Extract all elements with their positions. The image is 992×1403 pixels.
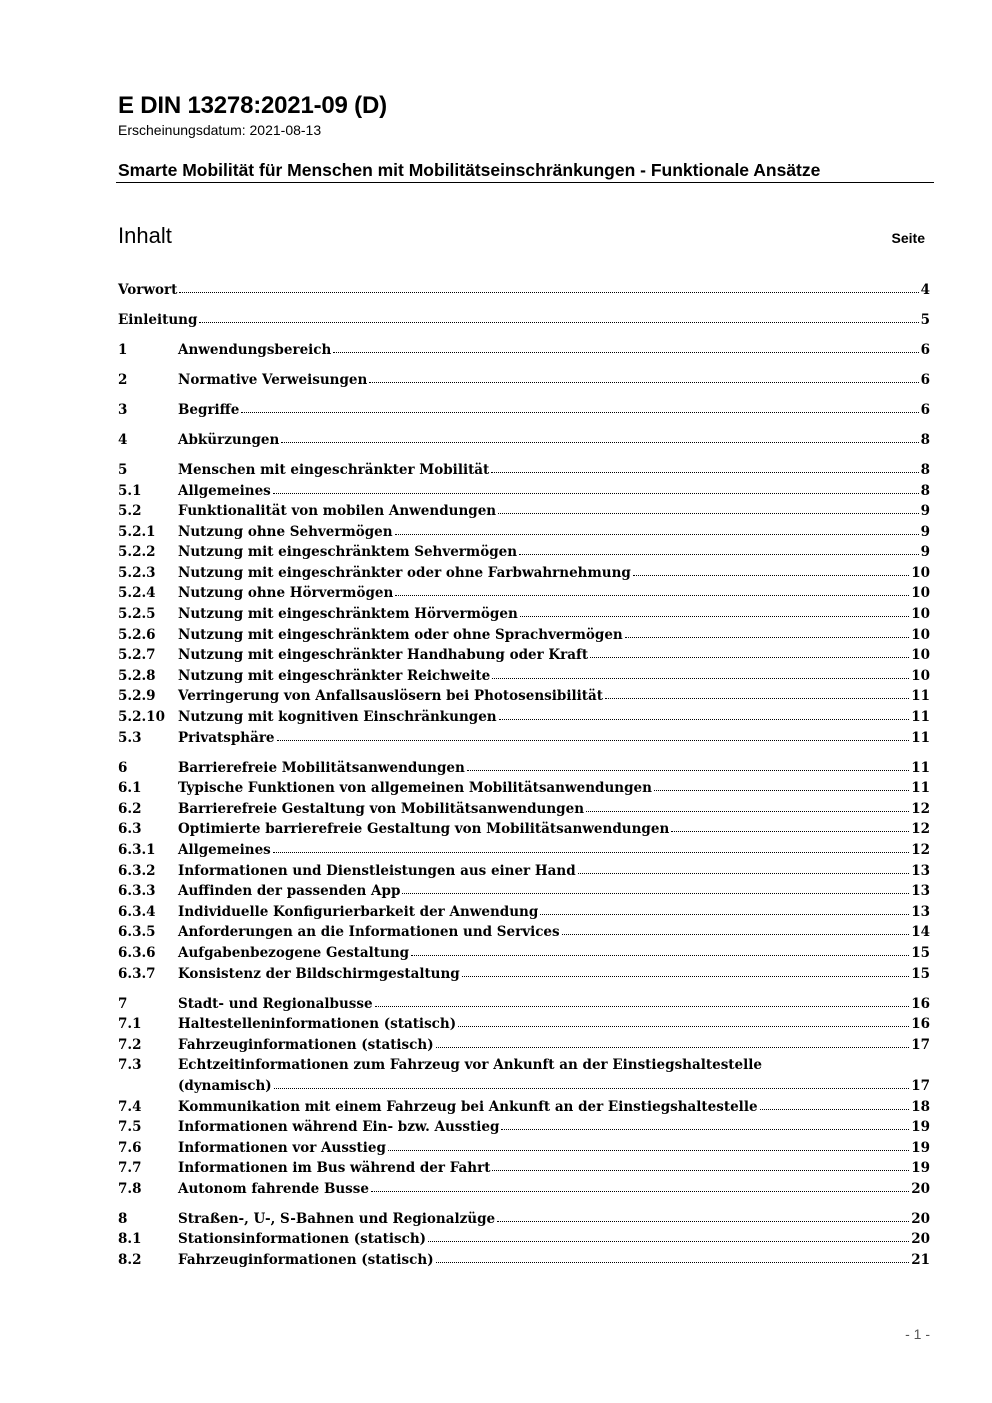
toc-entry-number: 5.2.9 [118,688,156,705]
toc-entry-number: 7.4 [118,1098,142,1115]
toc-entry-page: 10 [911,606,930,623]
dot-leader [586,811,909,812]
toc-entry-number: 5.2.10 [118,709,165,726]
toc-entry-number: 2 [118,371,128,388]
toc-entry[interactable] [118,881,930,902]
dot-leader [375,1006,910,1007]
toc-entry[interactable] [118,481,930,502]
toc-entry-number: 6.3.7 [118,965,156,982]
toc-entry-title: Auffinden der passenden App [178,883,401,900]
toc-entry-number: 5.2.2 [118,544,156,561]
toc-entry[interactable] [118,819,930,840]
toc-entry-title: Nutzung mit eingeschränktem Sehvermögen [178,544,518,561]
toc-entry[interactable] [118,522,930,543]
dot-leader [241,412,918,413]
dot-leader [671,831,909,832]
toc-entry-page: 19 [911,1139,930,1156]
toc-entry-title: Privatsphäre [178,729,275,746]
toc-entry-number: 8.1 [118,1231,142,1248]
toc-entry-page: 11 [911,688,930,705]
toc-entry-title: Begriffe [178,401,240,418]
toc-entry-title: Funktionalität von mobilen Anwendungen [178,503,497,520]
toc-entry-number: 4 [118,431,128,448]
toc-entry[interactable] [118,1138,930,1159]
toc-entry-page: 11 [911,729,930,746]
toc-entry-page: 19 [911,1119,930,1136]
toc-entry[interactable] [118,1014,930,1035]
toc-entry-number: 6.2 [118,800,142,817]
dot-leader [499,719,910,720]
toc-entry-title: Nutzung mit eingeschränkter Handhabung oder Kraft [178,647,589,664]
toc-entry[interactable] [118,501,930,522]
toc-entry-page: 13 [911,862,930,879]
toc-entry-page: 13 [911,903,930,920]
toc-entry-number: 3 [118,401,128,418]
toc-entry-number: 5.2.6 [118,626,156,643]
toc-entry-title: Nutzung ohne Sehvermögen [178,523,393,540]
toc-entry-title: Autonom fahrende Busse [178,1180,369,1197]
toc-entry-number: 7.1 [118,1016,142,1033]
toc-entry-number: 6.3 [118,821,142,838]
toc-entry[interactable] [118,563,930,584]
dot-leader [520,616,909,617]
toc-entry-page: 9 [920,523,930,540]
toc-entry[interactable] [118,1229,930,1250]
toc-entry[interactable] [118,861,930,882]
toc-entry-number: 5 [118,461,128,478]
toc-entry[interactable] [118,1117,930,1138]
toc-entry-page: 16 [911,1016,930,1033]
toc-entry-page: 6 [920,401,930,418]
toc-entry-title: Abkürzungen [178,431,280,448]
dot-leader [179,292,918,293]
toc-entry[interactable] [118,583,930,604]
dot-leader [760,1109,910,1110]
toc-entry-page: 9 [920,544,930,561]
dot-leader [395,595,909,596]
toc-entry-title: Informationen während Ein- bzw. Ausstieg [178,1119,500,1136]
publication-date: Erscheinungsdatum: 2021-08-13 [118,122,322,138]
toc-entry-number: 6.3.3 [118,883,156,900]
toc-entry-number: 7.5 [118,1119,142,1136]
toc-entry-page: 10 [911,647,930,664]
toc-entry-title: Allgemeines [178,841,271,858]
toc-entry-title: Nutzung mit eingeschränkter oder ohne Farbwahrnehmung [178,564,631,581]
toc-entry-title: Fahrzeuginformationen (statisch) [178,1036,434,1053]
toc-entry-title: Aufgabenbezogene Gestaltung [178,944,410,961]
dot-leader [273,852,909,853]
dot-leader [436,1047,910,1048]
toc-entry[interactable] [118,1055,930,1096]
toc-entry-title: Anforderungen an die Informationen und Services [178,924,560,941]
toc-entry-number: 8.2 [118,1252,142,1269]
toc-entry[interactable] [118,604,930,625]
dot-leader [371,1191,909,1192]
toc-entry[interactable] [118,707,930,728]
toc-entry-title: Menschen mit eingeschränkter Mobilität [178,461,490,478]
dot-leader [497,1221,909,1222]
toc-entry[interactable] [118,460,930,481]
toc-entry-number: 5.1 [118,482,142,499]
toc-entry-title: Stadt- und Regionalbusse [178,995,373,1012]
toc-entry-title: Vorwort [118,282,178,298]
toc-entry-title: Informationen vor Ausstieg [178,1139,386,1156]
toc-entry[interactable] [118,542,930,563]
toc-entry-page: 8 [920,482,930,499]
toc-entry[interactable] [118,645,930,666]
toc-entry[interactable] [118,400,930,421]
dot-leader [402,893,909,894]
dot-leader [333,352,918,353]
dot-leader [458,1026,909,1027]
toc-entry-page: 15 [911,965,930,982]
dot-leader [590,657,909,658]
toc-entry-number: 5.2.4 [118,585,156,602]
toc-entry[interactable] [118,902,930,923]
toc-entry-page: 11 [911,780,930,797]
toc-entry-page: 8 [920,431,930,448]
toc-entry-number: 7.7 [118,1160,142,1177]
dot-leader [436,1262,910,1263]
toc-entry-page: 20 [911,1210,930,1227]
toc-entry-title: Nutzung mit eingeschränktem oder ohne Sprachvermögen [178,626,623,643]
toc-entry[interactable] [118,758,930,779]
toc-entry-number: 7.3 [118,1057,142,1074]
toc-entry-page: 12 [911,841,930,858]
toc-entry[interactable] [118,430,930,451]
toc-entry[interactable] [118,625,930,646]
toc-entry-number: 5.3 [118,729,142,746]
dot-leader [281,442,918,443]
toc-entry[interactable] [118,686,930,707]
toc-entry-number: 6.3.5 [118,924,156,941]
toc-entry[interactable] [118,1158,930,1179]
toc-entry-page: 14 [911,924,930,941]
toc-entry-title: Nutzung mit kognitiven Einschränkungen [178,709,497,726]
toc-entry-title: Informationen und Dienstleistungen aus einer Hand [178,862,576,879]
toc-entry-number: 1 [118,341,128,358]
dot-leader [492,1170,909,1171]
dot-leader [273,493,919,494]
toc-entry[interactable] [118,1209,930,1230]
dot-leader [492,678,909,679]
toc-entry-number: 6.3.6 [118,944,156,961]
dot-leader [625,637,909,638]
toc-entry-number: 6.3.1 [118,841,156,858]
toc-entry-page: 13 [911,883,930,900]
page-column-heading: Seite [891,230,925,246]
toc-entry-title: Straßen-, U-, S-Bahnen und Regionalzüge [178,1210,496,1227]
toc-entry-title: Barrierefreie Mobilitätsanwendungen [178,759,465,776]
toc-entry-number: 5.2.1 [118,523,156,540]
toc-entry-page: 11 [911,759,930,776]
toc-entry-number: 6 [118,759,128,776]
toc-entry-page: 6 [920,371,930,388]
dot-leader [491,472,918,473]
toc-entry-title: Normative Verweisungen [178,371,368,388]
toc-entry-page: 12 [911,800,930,817]
dot-leader [519,554,919,555]
toc-entry-number: 5.2 [118,503,142,520]
toc-entry-number: 7.6 [118,1139,142,1156]
toc-entry[interactable] [118,340,930,361]
toc-entry-title: Optimierte barrierefreie Gestaltung von Mobilitätsanwendungen [178,821,670,838]
toc-entry-number: 5.2.5 [118,606,156,623]
toc-entry-page: 6 [920,341,930,358]
toc-entry-title: Informationen im Bus während der Fahrt [178,1160,491,1177]
toc-entry-page: 17 [911,1036,930,1053]
toc-entry[interactable] [118,280,930,301]
dot-leader [199,322,918,323]
toc-entry[interactable] [118,840,930,861]
toc-entry[interactable] [118,994,930,1015]
toc-entry-page: 21 [911,1252,930,1269]
toc-entry-number: 5.2.7 [118,647,156,664]
toc-entry[interactable] [118,778,930,799]
toc-entry-title: Typische Funktionen von allgemeinen Mobilitätsanwendungen [178,780,652,797]
toc-entry-number: 6.1 [118,780,142,797]
toc-entry-title-continued: (dynamisch) [178,1077,272,1094]
toc-entry-number: 5.2.8 [118,667,156,684]
toc-entry-number: 5.2.3 [118,564,156,581]
toc-entry[interactable] [118,943,930,964]
toc-entry-number: 7 [118,995,128,1012]
toc-entry-title: Stationsinformationen (statisch) [178,1231,427,1248]
toc-entry-title: Nutzung mit eingeschränktem Hörvermögen [178,606,518,623]
toc-entry-title: Haltestelleninformationen (statisch) [178,1016,457,1033]
toc-entry[interactable] [118,1250,930,1271]
toc-entry-number: 8 [118,1210,128,1227]
dot-leader [498,513,918,514]
toc-entry-title: Individuelle Konfigurierbarkeit der Anwendung [178,903,539,920]
page-number: - 1 - [905,1326,930,1342]
dot-leader [654,790,909,791]
toc-entry-page: 20 [911,1231,930,1248]
dot-leader [562,934,910,935]
toc-entry-page: 5 [920,311,930,328]
document-id: E DIN 13278:2021-09 (D) [118,92,387,119]
toc-entry-number: 6.3.2 [118,862,156,879]
toc-entry-title: Nutzung mit eingeschränkter Reichweite [178,667,491,684]
dot-leader [388,1150,909,1151]
dot-leader [540,914,909,915]
toc-entry[interactable] [118,666,930,687]
dot-leader [633,575,909,576]
dot-leader [428,1241,909,1242]
toc-entry-page: 20 [911,1180,930,1197]
table-of-contents [118,280,930,1271]
toc-heading: Inhalt [118,223,172,248]
toc-entry-title: Barrierefreie Gestaltung von Mobilitätsanwendungen [178,800,585,817]
dot-leader [605,698,909,699]
toc-entry[interactable] [118,1179,930,1200]
toc-entry-number: 6.3.4 [118,903,156,920]
toc-entry-page: 10 [911,585,930,602]
toc-entry-page: 16 [911,995,930,1012]
toc-entry[interactable] [118,799,930,820]
dot-leader [462,976,909,977]
toc-entry[interactable] [118,1097,930,1118]
toc-entry[interactable] [118,728,930,749]
toc-entry-page: 8 [920,461,930,478]
dot-leader [274,1088,910,1089]
toc-entry-title: Nutzung ohne Hörvermögen [178,585,394,602]
toc-entry-title: Fahrzeuginformationen (statisch) [178,1252,434,1269]
dot-leader [369,382,918,383]
toc-entry-page: 15 [911,944,930,961]
toc-entry-page: 10 [911,564,930,581]
toc-entry-page: 19 [911,1160,930,1177]
toc-entry-title: Echtzeitinformationen zum Fahrzeug vor Ankunft an der Einstiegshaltestelle [178,1057,762,1074]
toc-entry-title: Allgemeines [178,482,271,499]
toc-entry[interactable] [118,310,930,331]
dot-leader [501,1129,909,1130]
toc-entry-title: Konsistenz der Bildschirmgestaltung [178,965,460,982]
toc-entry-number: 7.8 [118,1180,142,1197]
toc-entry-page: 12 [911,821,930,838]
toc-entry[interactable] [118,964,930,985]
toc-entry[interactable] [118,1035,930,1056]
dot-leader [277,740,910,741]
dot-leader [467,770,909,771]
toc-entry-title: Kommunikation mit einem Fahrzeug bei Ankunft an der Einstiegshaltestelle [178,1098,758,1115]
toc-entry-number: 7.2 [118,1036,142,1053]
toc-entry-page: 17 [911,1077,930,1094]
toc-entry-page: 11 [911,709,930,726]
toc-entry-page: 10 [911,667,930,684]
dot-leader [411,955,909,956]
document-title: Smarte Mobilität für Menschen mit Mobilitätseinschränkungen - Funktionale Ansätze [118,160,821,180]
toc-entry-page: 10 [911,626,930,643]
dot-leader [578,873,910,874]
toc-entry-page: 9 [920,503,930,520]
toc-entry[interactable] [118,370,930,391]
dot-leader [395,534,919,535]
toc-entry-page: 4 [920,282,930,298]
toc-entry-page: 18 [911,1098,930,1115]
toc-entry-title: Anwendungsbereich [178,341,332,358]
toc-entry[interactable] [118,922,930,943]
title-rule [116,182,934,183]
toc-entry-title: Einleitung [118,311,198,328]
toc-entry-title: Verringerung von Anfallsauslösern bei Photosensibilität [178,688,603,705]
